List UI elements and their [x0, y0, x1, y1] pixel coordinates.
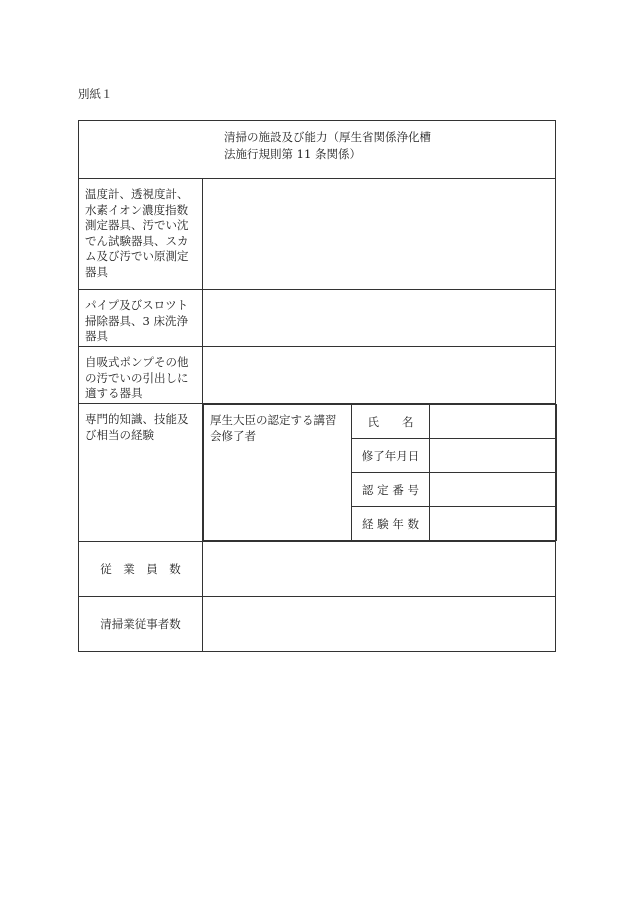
value-pump[interactable] — [203, 347, 556, 404]
label-employees: 従 業 員 数 — [79, 542, 203, 597]
form-title-line2: 法施行規則第 11 条関係） — [224, 147, 361, 161]
label-instruments: 温度計、透視度計、水素イオン濃度指数測定器具、汚でい沈でん試験器具、スカム及び汚でい原測定器具 — [79, 179, 203, 290]
label-certified-course: 厚生大臣の認定する講習会修了者 — [204, 405, 352, 541]
value-employees[interactable] — [203, 542, 556, 597]
form-title-line1: 清掃の施設及び能力（厚生省関係浄化槽 — [224, 130, 431, 144]
value-completion-date[interactable] — [430, 439, 557, 473]
value-pipe-cleaning[interactable] — [203, 290, 556, 347]
value-cleaning-staff[interactable] — [203, 597, 556, 652]
value-instruments[interactable] — [203, 179, 556, 290]
label-completion-date: 修了年月日 — [352, 439, 430, 473]
label-cert-number: 認 定 番 号 — [352, 473, 430, 507]
knowledge-detail-cell — [203, 404, 556, 542]
label-pump: 自吸式ポンプその他の汚でいの引出しに適する器具 — [79, 347, 203, 404]
sheet-label: 別紙１ — [78, 87, 113, 101]
label-cleaning-staff: 清掃業従事者数 — [79, 597, 203, 652]
knowledge-subtable — [203, 404, 557, 541]
value-experience-years[interactable] — [430, 507, 557, 541]
label-experience-years: 経 験 年 数 — [352, 507, 430, 541]
value-cert-number[interactable] — [430, 473, 557, 507]
label-knowledge: 専門的知識、技能及び相当の経験 — [79, 404, 203, 542]
label-name: 氏 名 — [352, 405, 430, 439]
capability-form-table — [78, 120, 556, 652]
value-name[interactable] — [430, 405, 557, 439]
form-title-cell — [79, 121, 556, 179]
label-pipe-cleaning: パイプ及びスロツト掃除器具、3 床洗浄器具 — [79, 290, 203, 347]
